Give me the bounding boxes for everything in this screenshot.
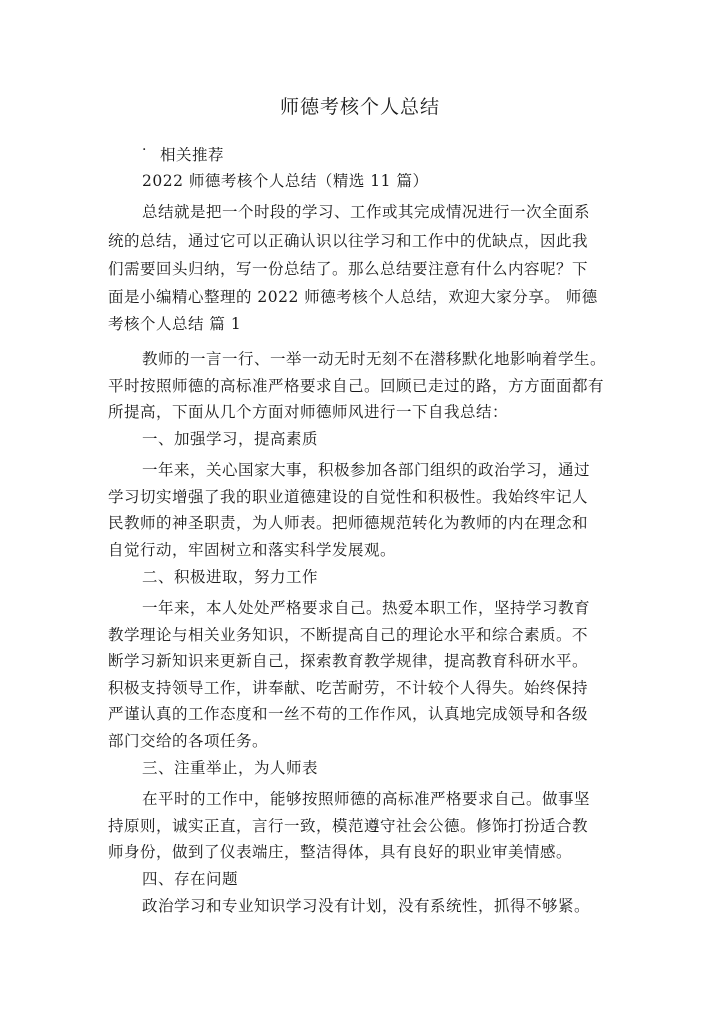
paragraph-line: 积极支持领导工作，讲奉献、吃苦耐劳，不计较个人得失。始终保持 (108, 679, 589, 697)
paragraph-line: 平时按照师德的高标准严格要求自己。回顾已走过的路，方方面面都有 (108, 377, 605, 395)
paragraph-line: 师身份，做到了仪表端庄，整洁得体，具有良好的职业审美情感。 (108, 843, 573, 861)
paragraph-line: 政治学习和专业知识学习没有计划，没有系统性，抓得不够紧。 (142, 897, 591, 915)
document-subtitle: 2022 师德考核个人总结（精选 11 篇） (142, 172, 429, 190)
bullet-icon: · (142, 142, 147, 158)
paragraph-line: 所提高，下面从几个方面对师德师风进行一下自我总结： (108, 403, 509, 421)
section-heading: 一、加强学习，提高素质 (142, 430, 319, 448)
paragraph-line: 统的总结，通过它可以正确认识以往学习和工作中的优缺点，因此我 (108, 232, 589, 250)
paragraph-line: 严谨认真的工作态度和一丝不苟的工作作风，认真地完成领导和各级 (108, 705, 589, 723)
paragraph-line: 教学理论与相关业务知识，不断提高自己的理论水平和综合素质。不 (108, 626, 589, 644)
section-heading: 四、存在问题 (142, 870, 239, 888)
paragraph-line: 考核个人总结 篇 1 (108, 315, 242, 333)
paragraph-line: 教师的一言一行、一举一动无时无刻不在潜移默化地影响着学生。 (142, 350, 607, 368)
paragraph-line: 们需要回头归纳，写一份总结了。那么总结要注意有什么内容呢？下 (108, 260, 589, 278)
paragraph-line: 一年来，本人处处严格要求自己。热爱本职工作，坚持学习教育 (142, 599, 591, 617)
paragraph-line: 一年来，关心国家大事，积极参加各部门组织的政治学习，通过 (142, 461, 591, 479)
paragraph-line: 民教师的神圣职责，为人师表。把师德规范转化为教师的内在理念和 (108, 514, 589, 532)
paragraph-line: 持原则，诚实正直，言行一致，模范遵守社会公德。修饰打扮适合教 (108, 817, 589, 835)
paragraph-line: 总结就是把一个时段的学习、工作或其完成情况进行一次全面系 (142, 203, 591, 221)
section-heading: 三、注重举止，为人师表 (142, 759, 319, 777)
paragraph-line: 面是小编精心整理的 2022 师德考核个人总结，欢迎大家分享。 师德 (108, 288, 598, 306)
related-heading: 相关推荐 (160, 146, 225, 164)
section-heading: 二、积极进取，努力工作 (142, 568, 319, 586)
paragraph-line: 学习切实增强了我的职业道德建设的自觉性和积极性。我始终牢记人 (108, 488, 589, 506)
paragraph-line: 断学习新知识来更新自己，探索教育教学规律，提高教育科研水平。 (108, 652, 589, 670)
paragraph-line: 部门交给的各项任务。 (108, 732, 269, 750)
document-title: 师德考核个人总结 (279, 96, 440, 118)
paragraph-line: 在平时的工作中，能够按照师德的高标准严格要求自己。做事坚 (142, 790, 591, 808)
paragraph-line: 自觉行动，牢固树立和落实科学发展观。 (108, 541, 397, 559)
